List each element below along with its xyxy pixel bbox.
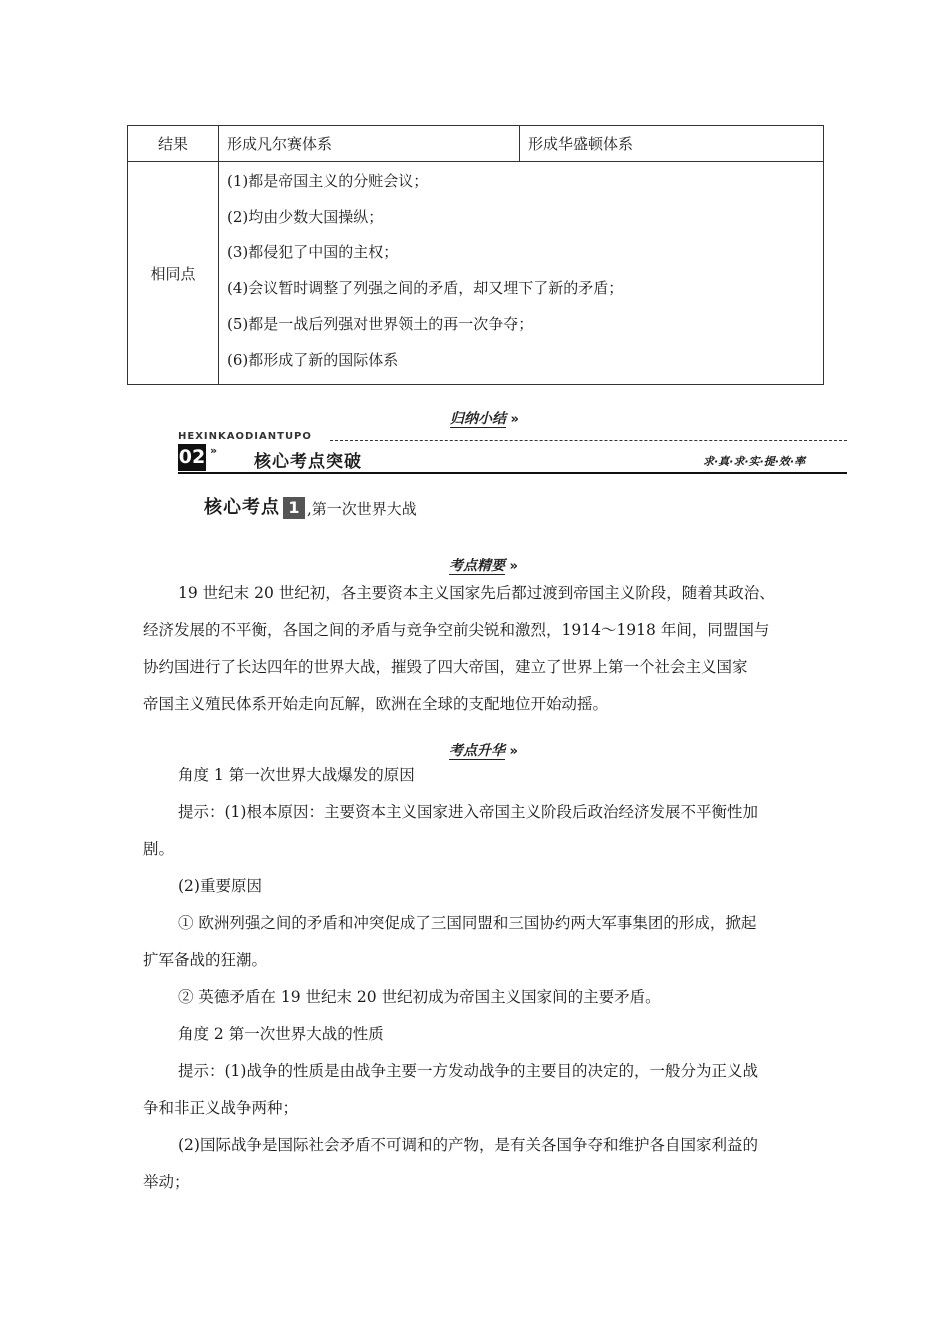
same-label: 相同点 <box>128 162 219 385</box>
core-point-title: ,第一次世界大战 <box>307 500 417 518</box>
paragraph-line: 帝国主义殖民体系开始走向瓦解，欧洲在全球的支配地位开始动摇。 <box>143 695 609 713</box>
paragraph-line: (2)国际战争是国际社会矛盾不可调和的产物，是有关各国争夺和维护各自国家利益的 <box>178 1136 758 1154</box>
paragraph-line: 经济发展的不平衡，各国之间的矛盾与竞争空前尖锐和激烈，1914～1918 年间，同盟国与 <box>143 621 770 639</box>
section-number-badge: 02 <box>178 444 206 471</box>
result-washington: 形成华盛顿体系 <box>520 126 824 162</box>
summary-tag-label: 归纳小结 <box>450 411 506 427</box>
angles-section <box>0 757 950 1201</box>
core-point-number: 1 <box>283 497 305 519</box>
result-versailles: 形成凡尔赛体系 <box>219 126 520 162</box>
same-point-item: (6)都形成了新的国际体系 <box>227 350 399 369</box>
angle-heading: 角度 2 第一次世界大战的性质 <box>178 1025 384 1043</box>
angle-heading: 角度 1 第一次世界大战爆发的原因 <box>178 766 415 784</box>
section-slogan: 求·真·求·实·提·效·率 <box>703 455 806 468</box>
same-point-item: (1)都是帝国主义的分赃会议； <box>227 172 429 190</box>
section-underline <box>178 472 847 474</box>
table-row <box>128 162 824 385</box>
same-points-cell <box>219 162 824 385</box>
same-point-item: (3)都侵犯了中国的主权； <box>227 243 399 262</box>
essentials-tag-label: 考点精要 <box>449 558 505 574</box>
section-pinyin: HEXINKAODIANTUPO <box>178 431 312 442</box>
summary-tag <box>450 408 519 428</box>
section-chevron-icon: » <box>210 444 218 457</box>
essentials-paragraph <box>0 575 950 723</box>
same-point-item: (4)会议暂时调整了列强之间的矛盾，却又埋下了新的矛盾； <box>227 279 624 298</box>
paragraph-line: (2)重要原因 <box>178 877 262 895</box>
paragraph-line: 举动； <box>143 1173 190 1191</box>
comparison-table <box>127 125 824 385</box>
double-chevron-icon: » <box>506 412 519 427</box>
dashed-divider <box>330 440 847 441</box>
essentials-tag <box>449 555 518 575</box>
core-point-heading <box>204 493 417 519</box>
paragraph-line: 协约国进行了长达四年的世界大战，摧毁了四大帝国，建立了世界上第一个社会主义国家 <box>143 658 748 676</box>
paragraph-line: 19 世纪末 20 世纪初，各主要资本主义国家先后都过渡到帝国主义阶段，随着其政治、 <box>178 584 775 602</box>
result-label: 结果 <box>128 126 219 162</box>
section-title: 核心考点突破 <box>254 452 362 472</box>
table-row <box>128 126 824 162</box>
paragraph-line: 提示：(1)根本原因：主要资本主义国家进入帝国主义阶段后政治经济发展不平衡性加 <box>178 803 758 821</box>
paragraph-line: 争和非正义战争两种； <box>143 1099 299 1117</box>
upgrade-tag-label: 考点升华 <box>449 743 505 759</box>
double-chevron-icon: » <box>505 559 518 574</box>
paragraph-line: 剧。 <box>143 840 175 858</box>
same-point-item: (5)都是一战后列强对世界领土的再一次争夺； <box>227 314 534 333</box>
same-point-item: (2)均由少数大国操纵； <box>227 207 384 226</box>
paragraph-line: ② 英德矛盾在 19 世纪末 20 世纪初成为帝国主义国家间的主要矛盾。 <box>178 988 661 1006</box>
paragraph-line: 扩军备战的狂潮。 <box>143 951 268 969</box>
paragraph-line: 提示：(1)战争的性质是由战争主要一方发动战争的主要目的决定的，一般分为正义战 <box>178 1062 758 1080</box>
double-chevron-icon: » <box>505 744 518 759</box>
core-point-label: 核心考点 <box>204 497 280 518</box>
paragraph-line: ① 欧洲列强之间的矛盾和冲突促成了三国同盟和三国协约两大军事集团的形成，掀起 <box>178 914 757 932</box>
